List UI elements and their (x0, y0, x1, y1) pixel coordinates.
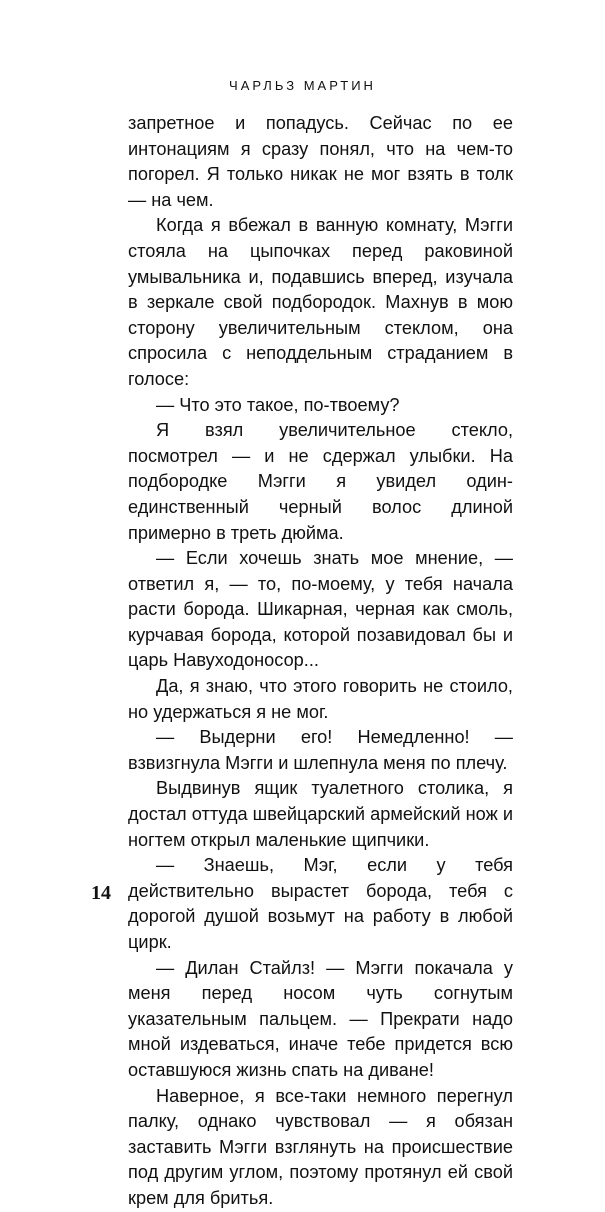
paragraph: Наверное, я все-таки немного перегнул палку, однако чувствовал — я обязан заставить Мэгги взглянуть на происшествие под другим углом, поэтому протянул ей свой крем для бритья. (128, 1085, 513, 1208)
paragraph: — Что это такое, по-твоему? (156, 394, 400, 415)
page-number: 14 (91, 882, 111, 904)
paragraph: — Знаешь, Мэг, если у тебя действительно вырастет борода, тебя с дорогой душой возьмут на работу в любой цирк. (128, 855, 513, 952)
running-head: ЧАРЛЬЗ МАРТИН (229, 78, 376, 93)
paragraph: Когда я вбежал в ванную комнату, Мэгги стояла на цыпочках перед раковиной умывальника и, подавшись вперед, изучала в зеркале свой подбородок. Махнув в мою сторону увеличительным стеклом, она спросила с неподдельным страданием в голосе: (128, 215, 513, 389)
paragraph: Я взял увеличительное стекло, посмотрел — и не сдержал улыбки. На подбородке Мэгги я увидел один-единственный черный волос длиной примерно в треть дюйма. (128, 420, 513, 543)
paragraph: — Выдерни его! Немедленно! — взвизгнула Мэгги и шлепнула меня по плечу. (128, 727, 513, 773)
paragraph: Выдвинув ящик туалетного столика, я достал оттуда швейцарский армейский нож и ногтем открыл маленькие щипчики. (128, 778, 513, 850)
paragraph: — Если хочешь знать мое мнение, — ответил я, — то, по-моему, у тебя начала расти борода. Шикарная, черная как смоль, курчавая борода, которой позавидовал бы и царь Навуходоносор... (128, 548, 513, 671)
paragraph: — Дилан Стайлз! — Мэгги покачала у меня перед носом чуть согнутым указательным пальцем. — Прекрати надо мной издеваться, иначе тебе придется всю оставшуюся жизнь спать на диване! (128, 957, 513, 1080)
paragraph: Да, я знаю, что этого говорить не стоило, но удержаться я не мог. (128, 676, 513, 722)
paragraph: запретное и попадусь. Сейчас по ее интонациям я сразу понял, что на чем-то погорел. Я только никак не мог взять в толк — на чем. (128, 113, 513, 210)
body-text (128, 111, 513, 1212)
